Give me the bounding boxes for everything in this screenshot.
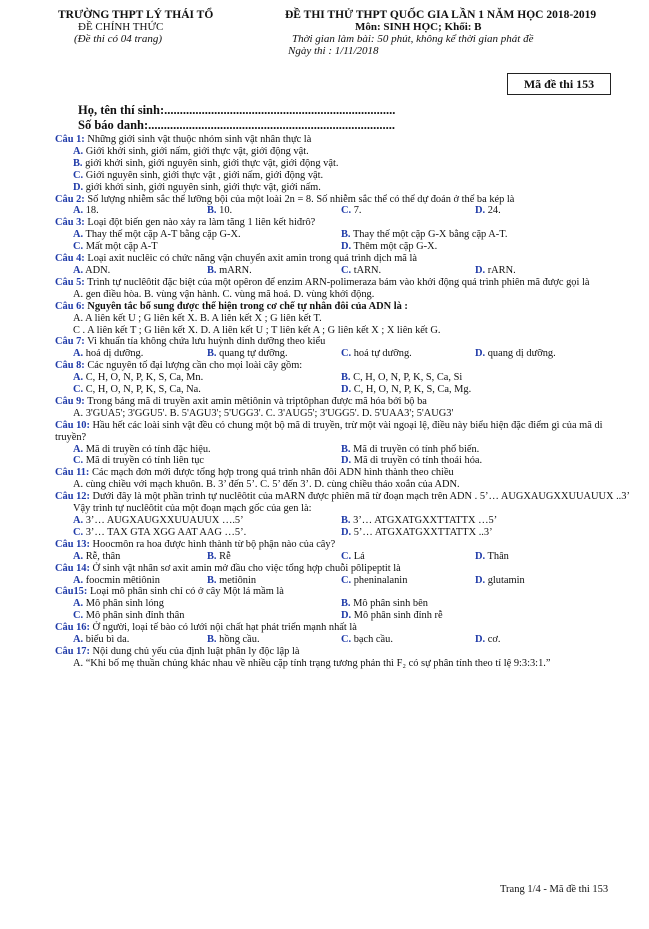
question-stem [55, 301, 631, 313]
option-letter: B. [341, 598, 351, 610]
answer-option[interactable] [341, 444, 609, 456]
option-letter: A. [73, 598, 84, 610]
option-text: giới khởi sinh, giới nguyên sinh, giới thực vật, giới nấm. [85, 181, 321, 193]
question-stem [55, 563, 631, 575]
question-label: Câu 2: [55, 193, 85, 205]
student-name-field: Họ, tên thí sinh:.......................................................................... [78, 103, 396, 117]
option-letter: A. [73, 229, 84, 241]
question-label: Câu15: [55, 586, 88, 598]
answer-option[interactable] [207, 265, 341, 277]
answer-option[interactable] [475, 575, 609, 587]
answer-option[interactable] [475, 205, 609, 217]
option-letter: C. [73, 610, 84, 622]
answer-option[interactable] [73, 265, 207, 277]
answer-option[interactable] [73, 515, 341, 527]
option-text: 3’… TAX GTA XGG AAT AAG …5’. [85, 526, 247, 538]
answer-option[interactable] [73, 575, 207, 587]
option-letter: D. [475, 205, 486, 217]
question-text: Loại đột biến gen nào xảy ra làm tăng 1 liên kết hiđrô? [87, 217, 316, 229]
option-text: 5’… ATGXATGXXTTATTX ..3’ [353, 526, 493, 538]
subject-label: Môn: SINH HỌC; Khối: B [355, 21, 482, 33]
answer-option[interactable] [341, 229, 609, 241]
option-letter: C. [341, 264, 352, 276]
option-letter: C. [73, 384, 84, 396]
option-text: C, H, O, N, P, K, S, Ca, Mn. [85, 372, 204, 384]
exam-date: Ngày thi : 1/11/2018 [288, 45, 379, 57]
option-text: quang tự dưỡng. [219, 348, 288, 360]
option-text: Rễ [219, 550, 231, 562]
answer-option[interactable] [73, 241, 341, 253]
answer-option[interactable] [207, 551, 341, 563]
answer-option[interactable] [73, 205, 207, 217]
option-letter: C. [341, 348, 352, 360]
question-text: Hoocmôn ra hoa được hình thành từ bộ phận nào của cây? [92, 538, 336, 550]
question-text: Hầu hết các loài sinh vật đều có chung một bộ mã di truyền, trừ một vài ngoại lệ, điều này biểu hiện đặc điểm gì của mã di truyền? [55, 419, 603, 443]
answer-options [55, 444, 631, 468]
option-text: Mô phân sinh đỉnh thân [85, 610, 185, 622]
option-text: cơ. [487, 634, 501, 646]
question-stem [55, 646, 631, 658]
question-label: Câu 8: [55, 360, 85, 372]
answer-options [55, 634, 631, 646]
option-letter: B. [207, 634, 217, 646]
answer-options [55, 348, 631, 360]
page-footer: Trang 1/4 - Mã đề thi 153 [500, 884, 609, 895]
option-text: Mô phân sinh đỉnh rễ [353, 610, 443, 622]
option-text: Mã di truyền có tính liên tục [85, 455, 205, 467]
answer-option[interactable] [341, 265, 475, 277]
question-label: Câu 17: [55, 645, 90, 657]
answer-option[interactable] [475, 265, 609, 277]
option-text: Lá [353, 550, 365, 562]
option-text: ADN. [85, 264, 111, 276]
answer-options [55, 229, 631, 253]
answer-options-line[interactable]: A. “Khi bố mẹ thuần chủng khác nhau về nhiều cặp tính trạng tương phản thì F₂ có sự phân tính theo tỉ lệ 9:3:3:1.” [73, 657, 551, 669]
question-label: Câu 5: [55, 276, 85, 288]
option-text: 18. [85, 205, 99, 217]
question-text: Dưới đây là một phần trình tự nuclêôtit của mARN được phiên mã từ đoạn mạch trên ADN . 5’… AUGXAUGXXUUAUUX ..3’ [92, 491, 630, 503]
option-text: Giới nguyên sinh, giới thực vật , giới nấm, giới động vật. [85, 169, 324, 181]
option-text: Mã di truyền có tính phổ biến. [353, 443, 480, 455]
option-letter: A. [73, 145, 84, 157]
question-stem [55, 194, 631, 206]
question-stem [55, 491, 631, 503]
option-letter: A. [73, 264, 84, 276]
question-label: Câu 10: [55, 419, 90, 431]
question-label: Câu 11: [55, 467, 90, 479]
option-text: Thêm một cặp G-X. [353, 241, 438, 253]
answer-options-line[interactable]: A. A liên kết U ; G liên kết X. B. A liên kết X ; G liên kết T. [73, 312, 322, 324]
answer-option[interactable] [73, 551, 207, 563]
option-text: Mã di truyền có tính đặc hiệu. [85, 443, 211, 455]
option-letter: D. [341, 610, 352, 622]
option-letter: C. [341, 550, 352, 562]
option-text: 3’… AUGXAUGXXUUAUUX ….5’ [85, 515, 244, 526]
option-letter: A. [73, 205, 84, 217]
option-text: C, H, O, N, P, K, S, Ca, Si [353, 372, 463, 384]
option-text: Rễ, thân [85, 550, 121, 562]
answer-option[interactable] [341, 598, 609, 610]
question-stem [55, 277, 631, 289]
question-text: Loại axit nuclêic có chức năng vận chuyển axit amin trong quá trình dịch mã là [87, 253, 417, 265]
option-text: Giới khởi sinh, giới nấm, giới thực vật, giới động vật. [85, 145, 309, 157]
option-letter: A. [73, 443, 84, 455]
answer-options-line[interactable]: A. gen điều hòa. B. vùng vận hành. C. vùng mã hoá. D. vùng khởi động. [73, 288, 375, 300]
answer-option[interactable] [341, 348, 475, 360]
answer-options [55, 372, 631, 396]
question-stem [55, 539, 631, 551]
answer-option[interactable] [73, 527, 341, 539]
question-text: Vi khuẩn tía không chứa lưu huỳnh dinh dưỡng theo kiểu [87, 336, 326, 348]
question-stem [55, 134, 631, 146]
answer-options-line[interactable]: C . A liên kết T ; G liên kết X. D. A liên kết U ; T liên kết A ; G liên kết X ; X liên kết G. [73, 324, 441, 336]
question-stem [55, 467, 631, 479]
option-letter: D. [475, 348, 486, 360]
question-stem [55, 336, 631, 348]
answer-option[interactable] [207, 205, 341, 217]
option-letter: A. [73, 372, 84, 384]
answer-option[interactable] [73, 348, 207, 360]
option-text: metiônin [219, 574, 257, 586]
question-text: Trong bảng mã di truyền axit amin mêtiônin và triptôphan được mã hóa bởi bộ ba [87, 395, 427, 407]
answer-option[interactable] [73, 229, 341, 241]
option-text: Mã di truyền có tính thoái hóa. [353, 455, 483, 467]
school-name: TRƯỜNG THPT LÝ THÁI TỔ [58, 9, 214, 21]
answer-option[interactable] [73, 610, 341, 622]
option-letter: B. [341, 443, 351, 455]
option-text: Thay thế một cặp A-T bằng cặp G-X. [85, 229, 241, 241]
answer-options [55, 265, 631, 277]
question-list [55, 134, 631, 670]
option-letter: C. [73, 455, 84, 467]
question-label: Câu 6: [55, 300, 85, 312]
option-letter: D. [341, 455, 352, 467]
option-letter: A. [73, 348, 84, 360]
official-label: ĐỀ CHÍNH THỨC [78, 21, 164, 33]
option-letter: A. [73, 574, 84, 586]
answer-options [55, 575, 631, 587]
question-stem [55, 420, 631, 444]
option-text: C, H, O, N, P, K, S, Ca, Mg. [353, 384, 472, 396]
answer-option[interactable] [475, 634, 609, 646]
option-letter: C. [341, 634, 352, 646]
answer-options-line[interactable]: Vậy trình tự nuclêôtit của một đoạn mạch gốc của gen là: [73, 503, 312, 515]
option-letter: C. [73, 241, 84, 253]
question-text: Ở sinh vật nhân sơ axit amin mở đầu cho việc tổng hợp chuỗi pôlipeptit là [92, 562, 401, 574]
option-letter: D. [475, 264, 486, 276]
option-text: biểu bì da. [85, 634, 130, 646]
answer-options [55, 515, 631, 539]
option-text: hồng cầu. [219, 634, 260, 646]
answer-option[interactable] [341, 575, 475, 587]
answer-option[interactable] [341, 634, 475, 646]
option-text: tARN. [353, 264, 382, 276]
option-letter: D. [475, 574, 486, 586]
question-stem [55, 586, 631, 598]
option-letter: D. [341, 526, 352, 538]
question-label: Câu 14: [55, 562, 90, 574]
option-text: Mô phân sinh bên [353, 598, 428, 610]
option-text: Thân [487, 550, 509, 562]
option-letter: B. [341, 229, 351, 241]
answer-option[interactable] [73, 182, 631, 194]
question-text: Các mạch đơn mới được tổng hợp trong quá trình nhân đôi ADN hình thành theo chiều [91, 467, 454, 479]
student-number-field: Số báo danh:............................................................................... [78, 118, 396, 132]
option-letter: C. [73, 526, 84, 538]
question-text: Số lượng nhiễm sắc thể lưỡng bội của một loài 2n = 8. Số nhiễm sắc thể có thể dự đoán ở thể ba kép là [87, 193, 515, 205]
option-letter: B. [341, 372, 351, 384]
option-text: giới khởi sinh, giới nguyên sinh, giới thực vật, giới động vật. [85, 157, 339, 169]
answer-option[interactable] [73, 372, 341, 384]
answer-option[interactable] [73, 598, 341, 610]
page-count: (Đề thi có 04 trang) [74, 33, 162, 45]
option-text: C, H, O, N, P, K, S, Ca, Na. [85, 384, 201, 396]
option-text: Thay thế một cặp G-X bằng cặp A-T. [352, 229, 508, 241]
answer-option[interactable] [475, 551, 609, 563]
option-letter: B. [207, 550, 217, 562]
question-text: Loại mô phân sinh chỉ có ở cây Một lá mầm là [89, 586, 284, 598]
option-letter: D. [73, 181, 84, 193]
option-text: 24. [487, 205, 501, 217]
answer-options-line[interactable]: A. cùng chiều với mạch khuôn. B. 3’ đến 5’. C. 5’ đến 3’. D. cùng chiều tháo xoắn của ADN. [73, 479, 460, 491]
exam-title: ĐỀ THI THỬ THPT QUỐC GIA LẦN 1 NĂM HỌC 2018-2019 [285, 9, 597, 21]
question-text: Ở người, loại tế bào có lưới nội chất hạt phát triển mạnh nhất là [92, 622, 357, 634]
option-letter: C. [341, 205, 352, 217]
answer-option[interactable] [341, 527, 609, 539]
answer-option[interactable] [73, 634, 207, 646]
question-label: Câu 1: [55, 134, 85, 145]
question-stem [55, 217, 631, 229]
option-letter: D. [475, 634, 486, 646]
answer-options [55, 146, 631, 194]
option-text: glutamin [487, 574, 525, 586]
option-letter: A. [73, 634, 84, 646]
answer-option[interactable] [73, 455, 341, 467]
option-text: Mất một cặp A-T [85, 241, 158, 253]
answer-option[interactable] [341, 241, 609, 253]
answer-option[interactable] [207, 575, 341, 587]
option-letter: D. [341, 241, 352, 253]
question-label: Câu 13: [55, 538, 90, 550]
option-letter: A. [73, 550, 84, 562]
exam-code-box: Mã đề thi 153 [507, 73, 611, 95]
question-text: Nguyên tắc bổ sung được thể hiện trong cơ chế tự nhân đôi của ADN là : [87, 300, 408, 312]
question-label: Câu 4: [55, 253, 85, 265]
option-letter: B. [207, 264, 217, 276]
answer-options [55, 205, 631, 217]
option-letter: D. [475, 550, 486, 562]
answer-options [55, 551, 631, 563]
option-text: rARN. [487, 264, 516, 276]
option-text: quang dị dưỡng. [487, 348, 556, 360]
option-text: hoá dị dưỡng. [85, 348, 144, 360]
answer-options-line[interactable]: A. 3'GUA5'; 3'GGU5'. B. 5'AGU3'; 5'UGG3'. C. 3'AUG5'; 3'UGG5'. D. 5'UAA3'; 5'AUG3' [73, 407, 454, 419]
option-text: 3’… ATGXATGXXTTATTX …5’ [353, 515, 498, 526]
duration-label: Thời gian làm bài: 50 phút, không kể thời gian phát đề [292, 33, 534, 45]
option-letter: C. [341, 574, 352, 586]
answer-option[interactable] [475, 348, 609, 360]
question-label: Câu 9: [55, 395, 85, 407]
option-text: Mô phân sinh lóng [85, 598, 164, 610]
answer-option[interactable] [73, 170, 631, 182]
option-text: pheninalanin [353, 574, 408, 586]
question-stem [55, 396, 631, 408]
answer-option[interactable] [341, 515, 609, 527]
answer-option[interactable] [73, 384, 341, 396]
question-stem [55, 253, 631, 265]
question-stem [55, 360, 631, 372]
question-stem [55, 622, 631, 634]
option-letter: B. [207, 205, 217, 217]
option-letter: B. [207, 574, 217, 586]
question-text: Nội dung chủ yếu của định luật phân ly độc lập là [92, 645, 300, 657]
option-letter: B. [341, 515, 351, 526]
question-text: Những giới sinh vật thuộc nhóm sinh vật nhân thực là [87, 134, 312, 145]
answer-option[interactable] [73, 444, 341, 456]
question-label: Câu 16: [55, 622, 90, 634]
answer-options [55, 598, 631, 622]
question-label: Câu 7: [55, 336, 85, 348]
question-label: Câu 3: [55, 217, 85, 229]
option-text: bạch cầu. [353, 634, 393, 646]
option-letter: B. [73, 157, 83, 169]
answer-option[interactable] [341, 384, 609, 396]
option-text: 7. [353, 205, 362, 217]
option-text: mARN. [219, 264, 252, 276]
answer-option[interactable] [341, 205, 475, 217]
question-text: Trình tự nuclêôtit đặc biệt của một opêron để enzim ARN-polimeraza bám vào khởi động quá trình phiên mã được gọi là [87, 276, 590, 288]
option-text: hoá tự dưỡng. [353, 348, 412, 360]
answer-option[interactable] [73, 158, 631, 170]
option-letter: D. [341, 384, 352, 396]
answer-option[interactable] [341, 610, 609, 622]
option-letter: B. [207, 348, 217, 360]
answer-option[interactable] [341, 372, 609, 384]
option-text: foocmin mêtiônin [85, 574, 160, 586]
question-text: Các nguyên tố đại lượng cần cho mọi loài cây gồm: [87, 360, 303, 372]
option-letter: C. [73, 169, 84, 181]
answer-option[interactable] [73, 146, 631, 158]
option-letter: A. [73, 515, 84, 526]
question-label: Câu 12: [55, 491, 90, 503]
answer-option[interactable] [207, 634, 341, 646]
answer-option[interactable] [341, 455, 609, 467]
answer-option[interactable] [341, 551, 475, 563]
option-text: 10. [219, 205, 233, 217]
answer-option[interactable] [207, 348, 341, 360]
